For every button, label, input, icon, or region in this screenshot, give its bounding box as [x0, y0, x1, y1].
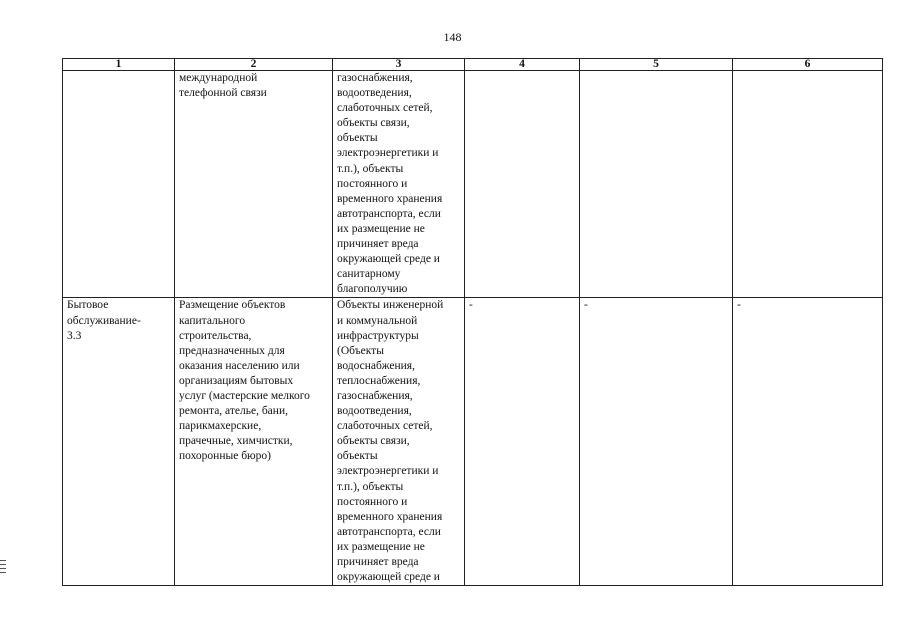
column-header-5: 5: [580, 59, 733, 71]
table-cell: Объекты инженерной и коммунальной инфраструктуры (Объекты водоснабжения, теплоснабжения, газоснабжения, водоотведения, слаботочных сетей, объекты связи, объекты электроэнергетики и т.п.), объекты постоянного и временного хранения автотранспорта, если их размещение не причиняет вреда окружающей среде и: [333, 298, 465, 586]
table-cell: -: [580, 298, 733, 586]
table-cell: Размещение объектов капитального строительства, предназначенных для оказания населению или организациям бытовых услуг (мастерские мелкого ремонта, ателье, бани, парикмахерские, прачечные, химчистки, похоронные бюро): [175, 298, 333, 586]
table-cell: -: [465, 298, 580, 586]
table-row: [63, 71, 883, 298]
column-header-6: 6: [733, 59, 883, 71]
column-header-2: 2: [175, 59, 333, 71]
table-cell: международной телефонной связи: [175, 71, 333, 298]
zoning-table: [62, 58, 883, 586]
page-number: 148: [443, 30, 462, 44]
column-header-4: 4: [465, 59, 580, 71]
table-cell: [465, 71, 580, 298]
table-row: [63, 298, 883, 586]
column-header-3: 3: [333, 59, 465, 71]
scan-margin-mark: [0, 560, 6, 576]
header-row: [63, 59, 883, 71]
column-header-1: 1: [63, 59, 175, 71]
table-cell: газоснабжения, водоотведения, слаботочных сетей, объекты связи, объекты электроэнергетики и т.п.), объекты постоянного и временного хранения автотранспорта, если их размещение не причиняет вреда окружающей среде и санитарному благополучию: [333, 71, 465, 298]
table-cell: [580, 71, 733, 298]
table-cell: [733, 71, 883, 298]
table-cell: [63, 71, 175, 298]
table-cell: Бытовое обслуживание- 3.3: [63, 298, 175, 586]
table-cell: -: [733, 298, 883, 586]
